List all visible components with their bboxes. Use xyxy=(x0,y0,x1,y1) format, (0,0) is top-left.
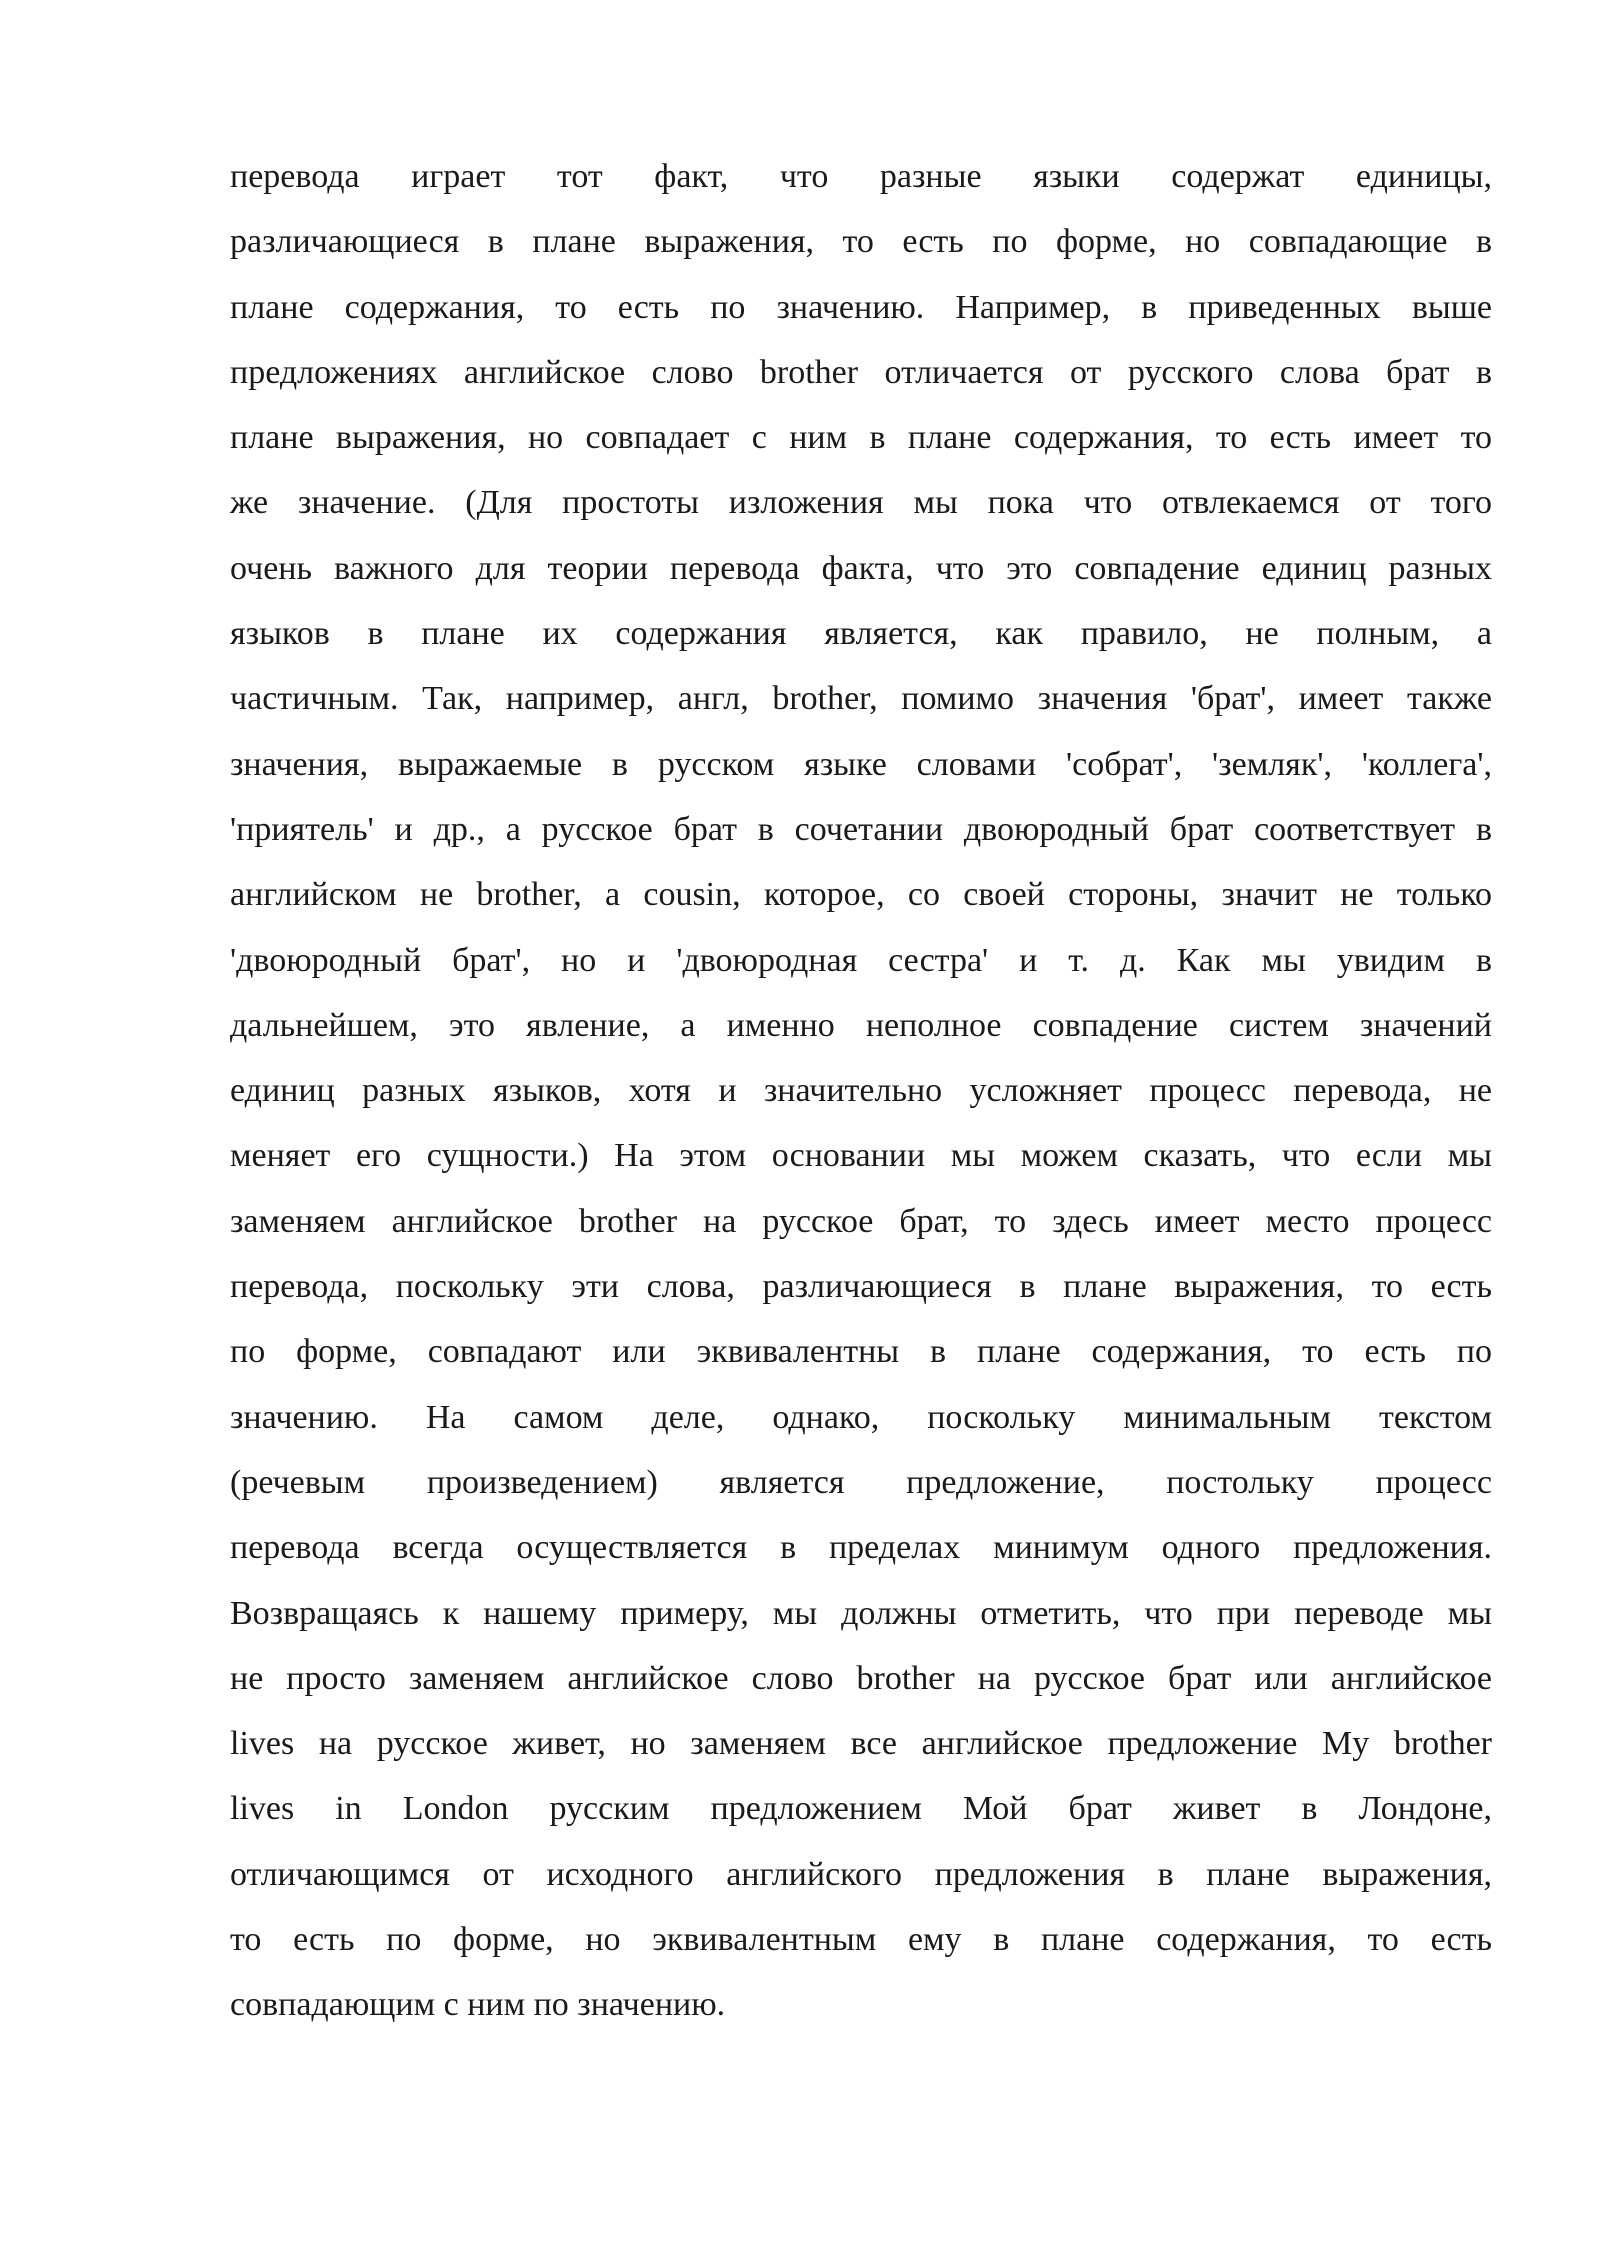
text-line: заменяем английское brother на русское брат, то здесь имеет место процесс xyxy=(230,1202,1492,1240)
text-line: очень важного для теории перевода факта, что это совпадение единиц разных xyxy=(230,549,1492,587)
text-line: значению. На самом деле, однако, поскольку минимальным текстом xyxy=(230,1398,1492,1436)
text-line: 'двоюродный брат', но и 'двоюродная сестра' и т. д. Как мы увидим в xyxy=(230,941,1492,979)
body-paragraph xyxy=(230,144,1492,2038)
text-line: перевода всегда осуществляется в пределах минимум одного предложения. xyxy=(230,1529,1492,1567)
text-line: языков в плане их содержания является, как правило, не полным, а xyxy=(230,615,1492,653)
text-line: единиц разных языков, хотя и значительно усложняет процесс перевода, не xyxy=(230,1072,1492,1110)
text-line: Возвращаясь к нашему примеру, мы должны отметить, что при переводе мы xyxy=(230,1594,1492,1632)
text-line: меняет его сущности.) На этом основании мы можем сказать, что если мы xyxy=(230,1137,1492,1175)
text-line: предложениях английское слово brother отличается от русского слова брат в xyxy=(230,353,1492,391)
text-line: дальнейшем, это явление, а именно неполное совпадение систем значений xyxy=(230,1006,1492,1044)
text-line: (речевым произведением) является предложение, постольку процесс xyxy=(230,1463,1492,1501)
text-line: же значение. (Для простоты изложения мы пока что отвлекаемся от того xyxy=(230,484,1492,522)
text-line: 'приятель' и др., а русское брат в сочетании двоюродный брат соответствует в xyxy=(230,810,1492,848)
text-line: значения, выражаемые в русском языке словами 'собрат', 'земляк', 'коллега', xyxy=(230,745,1492,783)
text-line: отличающимся от исходного английского предложения в плане выражения, xyxy=(230,1855,1492,1893)
text-line: различающиеся в плане выражения, то есть по форме, но совпадающие в xyxy=(230,223,1492,261)
text-line: lives in London русским предложением Мой брат живет в Лондоне, xyxy=(230,1790,1492,1828)
text-line: по форме, совпадают или эквивалентны в плане содержания, то есть по xyxy=(230,1333,1492,1371)
text-line: то есть по форме, но эквивалентным ему в плане содержания, то есть xyxy=(230,1921,1492,1959)
text-line: не просто заменяем английское слово brother на русское брат или английское xyxy=(230,1659,1492,1697)
text-line: плане выражения, но совпадает с ним в плане содержания, то есть имеет то xyxy=(230,419,1492,457)
text-line: английском не brother, а cousin, которое, со своей стороны, значит не только xyxy=(230,876,1492,914)
text-line-last: совпадающим с ним по значению. xyxy=(230,1986,726,2024)
text-line: частичным. Так, например, англ, brother, помимо значения 'брат', имеет также xyxy=(230,680,1492,718)
text-line: перевода играет тот факт, что разные языки содержат единицы, xyxy=(230,158,1492,195)
text-line: lives на русское живет, но заменяем все английское предложение My brother xyxy=(230,1725,1492,1763)
text-line: перевода, поскольку эти слова, различающиеся в плане выражения, то есть xyxy=(230,1268,1492,1306)
text-line: плане содержания, то есть по значению. Например, в приведенных выше xyxy=(230,288,1492,326)
